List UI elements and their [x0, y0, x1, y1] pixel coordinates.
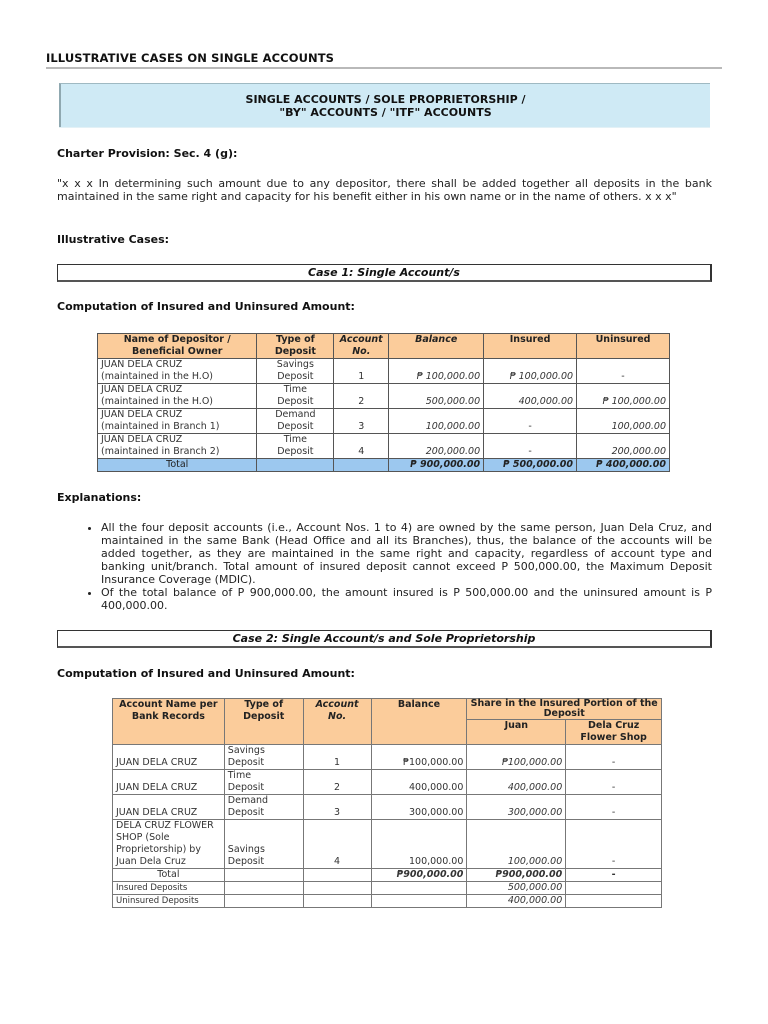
empty-cell	[303, 895, 371, 908]
document-title: ILLUSTRATIVE CASES ON SINGLE ACCOUNTS	[46, 51, 335, 65]
insured-cell: -	[484, 409, 577, 434]
illustrative-cases-heading: Illustrative Cases:	[57, 233, 170, 246]
account-no-cell: 3	[303, 795, 371, 820]
type-line-1: Time	[227, 770, 252, 781]
type-cell	[224, 795, 303, 820]
col-header-uninsured: Uninsured	[577, 334, 670, 359]
type-line-1: Savings	[276, 359, 314, 370]
account-name-cell: JUAN DELA CRUZ	[113, 745, 225, 770]
depositor-name: JUAN DELA CRUZ	[101, 409, 183, 420]
depositor-cell	[98, 409, 257, 434]
account-name-cell: DELA CRUZ FLOWER SHOP (Sole Proprietorship) by Juan Dela Cruz	[113, 820, 225, 869]
empty-cell	[566, 895, 662, 908]
account-no-cell: 2	[303, 770, 371, 795]
balance-cell: ₱ 100,000.00	[389, 359, 484, 384]
case2-title: Case 2: Single Account/s and Sole Proprietorship	[232, 632, 536, 645]
table-row	[98, 359, 670, 384]
case1-computation-heading: Computation of Insured and Uninsured Amount:	[57, 300, 355, 313]
charter-text: "x x x In determining such amount due to any depositor, there shall be added together all deposits in the bank maintained in the same right and capacity for his benefit either in his own name or in the name of others. x x x"	[57, 177, 712, 203]
total-juan: ₱900,000.00	[467, 869, 566, 882]
col-header-name: Name of Depositor / Beneficial Owner	[98, 334, 257, 359]
uninsured-deposits-juan: 400,000.00	[467, 895, 566, 908]
total-insured: ₱ 500,000.00	[484, 459, 577, 472]
uninsured-cell: 200,000.00	[577, 434, 670, 459]
total-shop: -	[566, 869, 662, 882]
uninsured-cell: -	[577, 359, 670, 384]
type-line-2: Deposit	[227, 856, 265, 867]
type-line-1: Savings	[227, 745, 265, 756]
type-cell	[224, 820, 303, 869]
empty-cell	[303, 869, 371, 882]
type-line-1: Demand	[275, 409, 316, 420]
col-header-balance: Balance	[389, 334, 484, 359]
empty-cell	[224, 869, 303, 882]
col-header-insured: Insured	[484, 334, 577, 359]
type-cell	[224, 770, 303, 795]
total-balance: ₱ 900,000.00	[389, 459, 484, 472]
depositor-cell	[98, 359, 257, 384]
type-line-1: Time	[283, 384, 307, 395]
juan-share-cell: ₱100,000.00	[467, 745, 566, 770]
juan-share-cell: 100,000.00	[467, 820, 566, 869]
empty-cell	[224, 895, 303, 908]
shop-share-cell: -	[566, 770, 662, 795]
total-row	[98, 459, 670, 472]
insured-deposits-juan: 500,000.00	[467, 882, 566, 895]
total-label: Total	[113, 869, 225, 882]
type-line-2: Deposit	[227, 757, 265, 768]
depositor-name: JUAN DELA CRUZ	[101, 359, 183, 370]
explanations-list-container	[57, 521, 712, 612]
case2-computation-heading: Computation of Insured and Uninsured Amount:	[57, 667, 355, 680]
col-header-account-name: Account Name per Bank Records	[113, 699, 225, 745]
total-uninsured: ₱ 400,000.00	[577, 459, 670, 472]
explanation-item: • Of the total balance of P 900,000.00, the amount insured is P 500,000.00 and the uninsured amount is P 400,000.00.	[101, 586, 712, 612]
depositor-name: JUAN DELA CRUZ	[101, 384, 183, 395]
col-header-flower-shop: Dela Cruz Flower Shop	[566, 720, 662, 745]
insured-deposits-label: Insured Deposits	[113, 882, 225, 895]
col-header-share: Share in the Insured Portion of the Deposit	[467, 699, 662, 720]
depositor-location: (maintained in Branch 2)	[101, 446, 220, 457]
shop-share-cell: -	[566, 745, 662, 770]
insured-deposits-row	[113, 882, 662, 895]
balance-cell: 100,000.00	[389, 409, 484, 434]
type-line-1: Time	[283, 434, 307, 445]
table-row	[113, 745, 662, 770]
table-row	[98, 409, 670, 434]
insured-cell: ₱ 100,000.00	[484, 359, 577, 384]
empty-cell	[566, 882, 662, 895]
balance-cell: 100,000.00	[371, 820, 467, 869]
account-no-cell: 4	[303, 820, 371, 869]
account-no-cell: 3	[334, 409, 389, 434]
account-name-cell: JUAN DELA CRUZ	[113, 770, 225, 795]
col-header-type: Type of Deposit	[257, 334, 334, 359]
charter-heading: Charter Provision: Sec. 4 (g):	[57, 147, 238, 160]
type-cell	[257, 434, 334, 459]
case1-table	[97, 333, 670, 472]
table-header-row	[113, 699, 662, 720]
type-line-2: Deposit	[277, 446, 314, 457]
table-row	[98, 384, 670, 409]
account-name-cell: JUAN DELA CRUZ	[113, 795, 225, 820]
account-no-cell: 1	[303, 745, 371, 770]
balance-cell: 200,000.00	[389, 434, 484, 459]
banner-line-2: "BY" ACCOUNTS / "ITF" ACCOUNTS	[279, 106, 492, 119]
case1-title: Case 1: Single Account/s	[308, 266, 460, 279]
depositor-location: (maintained in the H.O)	[101, 396, 214, 407]
table-row	[113, 795, 662, 820]
type-line-2: Deposit	[227, 807, 265, 818]
type-line-2: Deposit	[277, 421, 314, 432]
case1-title-box	[57, 264, 712, 282]
explanations-heading: Explanations:	[57, 491, 142, 504]
empty-cell	[371, 882, 467, 895]
insured-cell: 400,000.00	[484, 384, 577, 409]
total-balance: ₱900,000.00	[371, 869, 467, 882]
uninsured-deposits-label: Uninsured Deposits	[113, 895, 225, 908]
type-cell	[257, 359, 334, 384]
depositor-location: (maintained in the H.O)	[101, 371, 214, 382]
balance-cell: 300,000.00	[371, 795, 467, 820]
title-divider	[46, 67, 722, 69]
type-line-2: Deposit	[277, 371, 314, 382]
topic-banner	[59, 83, 710, 127]
col-header-type: Type of Deposit	[224, 699, 303, 745]
type-cell	[257, 384, 334, 409]
table-header-row	[98, 334, 670, 359]
table-row	[113, 820, 662, 869]
depositor-location: (maintained in Branch 1)	[101, 421, 220, 432]
account-no-cell: 2	[334, 384, 389, 409]
type-cell	[257, 409, 334, 434]
case2-title-box	[57, 630, 712, 648]
balance-cell: 500,000.00	[389, 384, 484, 409]
uninsured-cell: 100,000.00	[577, 409, 670, 434]
case2-table	[112, 698, 662, 908]
table-row	[98, 434, 670, 459]
type-line-1: Demand	[227, 795, 269, 806]
shop-share-cell: -	[566, 795, 662, 820]
explanations-list	[57, 521, 712, 612]
juan-share-cell: 300,000.00	[467, 795, 566, 820]
shop-share-cell: -	[566, 820, 662, 869]
explanation-item: • All the four deposit accounts (i.e., Account Nos. 1 to 4) are owned by the same person, Juan Dela Cruz, and maintained in the same Bank (Head Office and all its Branches), thus, the balance of the accounts will be added together, as they are maintained in the same right and capacity, regardless of account type and banking unit/branch. Total amount of insured deposit cannot exceed P 500,000.00, the Maximum Deposit Insurance Coverage (MDIC).	[101, 521, 712, 586]
juan-share-cell: 400,000.00	[467, 770, 566, 795]
empty-cell	[303, 882, 371, 895]
type-line-2: Deposit	[227, 782, 265, 793]
insured-cell: -	[484, 434, 577, 459]
type-line-2: Deposit	[277, 396, 314, 407]
empty-cell	[224, 882, 303, 895]
type-cell	[224, 745, 303, 770]
type-line-1: Savings	[227, 844, 265, 855]
total-label: Total	[98, 459, 257, 472]
table-row	[113, 770, 662, 795]
empty-cell	[371, 895, 467, 908]
col-header-account: Account No.	[303, 699, 371, 745]
col-header-juan: Juan	[467, 720, 566, 745]
account-no-cell: 4	[334, 434, 389, 459]
depositor-cell	[98, 434, 257, 459]
depositor-cell	[98, 384, 257, 409]
balance-cell: ₱100,000.00	[371, 745, 467, 770]
empty-cell	[257, 459, 334, 472]
empty-cell	[334, 459, 389, 472]
balance-cell: 400,000.00	[371, 770, 467, 795]
banner-line-1: SINGLE ACCOUNTS / SOLE PROPRIETORSHIP /	[245, 93, 526, 106]
col-header-account: Account No.	[334, 334, 389, 359]
account-no-cell: 1	[334, 359, 389, 384]
uninsured-deposits-row	[113, 895, 662, 908]
col-header-balance: Balance	[371, 699, 467, 745]
total-row	[113, 869, 662, 882]
uninsured-cell: ₱ 100,000.00	[577, 384, 670, 409]
depositor-name: JUAN DELA CRUZ	[101, 434, 183, 445]
